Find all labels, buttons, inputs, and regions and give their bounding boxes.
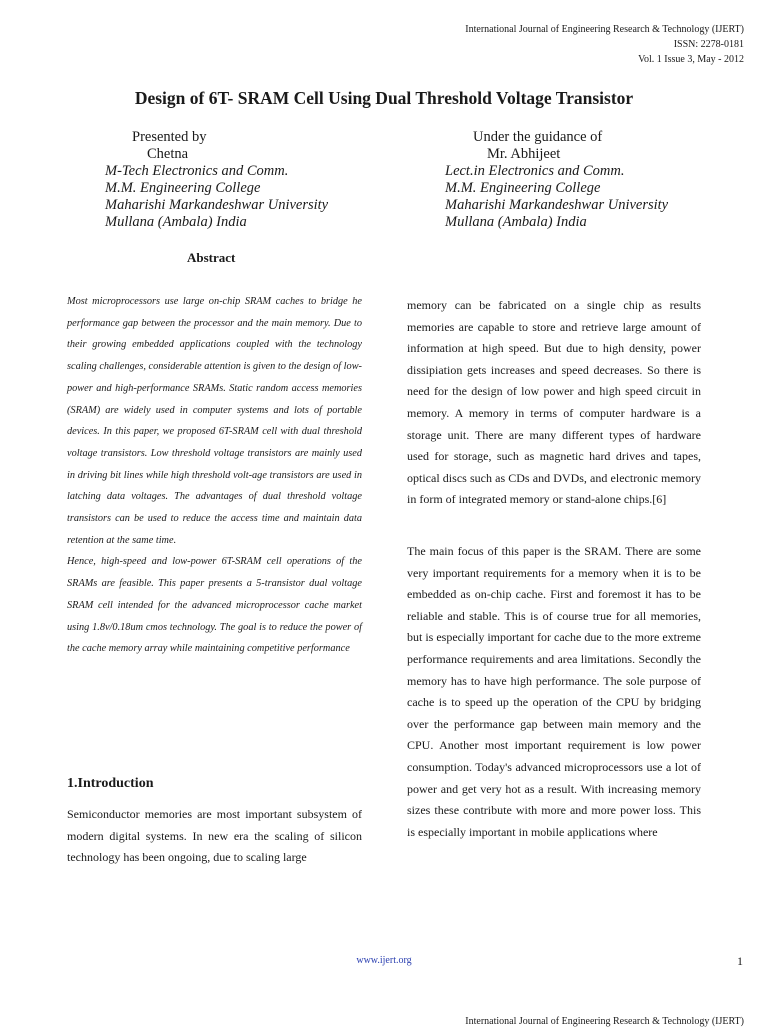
author-affiliation-4: Mullana (Ambala) India bbox=[105, 214, 247, 230]
guide-affiliation-4: Mullana (Ambala) India bbox=[445, 214, 587, 230]
page-number: 1 bbox=[737, 954, 743, 968]
author-affiliation-2: M.M. Engineering College bbox=[105, 180, 261, 196]
abstract-body bbox=[67, 291, 362, 660]
journal-name: International Journal of Engineering Research & Technology (IJERT) bbox=[465, 24, 744, 35]
author-affiliation-3: Maharishi Markandeshwar University bbox=[105, 197, 329, 213]
abstract-paragraph-2: Hence, high-speed and low-power 6T-SRAM cell operations of the SRAMs are feasible. This paper presents a 5-transistor dual voltage SRAM cell intended for the advanced microprocessor cache market using 1.8v/0.18um cmos technology. The goal is to reduce the power of the cache memory array while maintaining competitive performance bbox=[67, 556, 362, 655]
footer-url-link[interactable]: www.ijert.org bbox=[356, 955, 412, 966]
journal-header bbox=[465, 22, 744, 67]
abstract-paragraph-1: Most microprocessors use large on-chip SRAM caches to bridge he performance gap between the processor and the main memory. Due to their growing embedded applications coupled with the technology scaling challenges, considerable attention is given to the design of low-power and high-performance SRAMs. Static random access memories (SRAM) are widely used in computer systems and lots of portable devices. In this paper, we proposed 6T-SRAM cell with dual threshold voltage transistors. Low threshold voltage transistors are mainly used in driving bit lines while high threshold volt-age transistors are used in latching data voltages. The advantages of dual threshold voltage transistors can be used to reduce the access time and maintain data retention at the same time. bbox=[67, 296, 362, 546]
right-column-paragraph-2: The main focus of this paper is the SRAM. There are some very important requirements for a memory when it is to be embedded as on-chip cache. First and foremost it has to be reliable and stable. This is of course true for all memories, but is especially important for cache due to the more extreme performance requirements and area limitations. Secondly the memory has to have high performance. The sole purpose of cache is to speed up the operation of the CPU by bridging over the performance gap between main memory and the CPU. Another most important requirement is low power consumption. Today's advanced microprocessors use a lot of power and get very hot as a result. With increasing memory sizes these contribute with more and more power loss. This is especially important in mobile applications where bbox=[407, 544, 701, 839]
guide-name: Mr. Abhijeet bbox=[487, 146, 561, 162]
author-role: Presented by bbox=[132, 129, 207, 145]
guide-affiliation-1: Lect.in Electronics and Comm. bbox=[445, 163, 625, 179]
abstract-heading: Abstract bbox=[187, 250, 236, 265]
introduction-paragraph: Semiconductor memories are most important subsystem of modern digital systems. In new era the scaling of silicon technology has been ongoing, due to scaling large bbox=[67, 807, 362, 865]
author-block-right bbox=[445, 129, 668, 231]
guide-affiliation-2: M.M. Engineering College bbox=[445, 180, 601, 196]
author-name: Chetna bbox=[147, 146, 189, 162]
paper-title: Design of 6T- SRAM Cell Using Dual Threshold Voltage Transistor bbox=[134, 88, 634, 108]
author-affiliation-1: M-Tech Electronics and Comm. bbox=[105, 163, 289, 179]
author-block-left bbox=[105, 129, 328, 231]
journal-volume: Vol. 1 Issue 3, May - 2012 bbox=[638, 54, 744, 65]
right-column-paragraph-1: memory can be fabricated on a single chip as results memories are capable to store and retrieve large amount of information at high speed. But due to high density, power dissipiation gets increases and speed decreases. So there is need for the design of low power and high speed circuit in memory. A memory in terms of computer hardware is a storage unit. There are many different types of hardware used for storage, such as magnetic hard drives and tapes, optical discs such as CDs and DVDs, and electronic memory in form of integrated memory or stand-alone chips.[6] bbox=[407, 298, 701, 507]
next-page-journal-header: International Journal of Engineering Research & Technology (IJERT) bbox=[465, 1016, 744, 1027]
guide-affiliation-3: Maharishi Markandeshwar University bbox=[445, 197, 669, 213]
introduction-heading: 1.Introduction bbox=[67, 776, 154, 791]
journal-issn: ISSN: 2278-0181 bbox=[673, 39, 744, 50]
guide-role: Under the guidance of bbox=[473, 129, 603, 145]
